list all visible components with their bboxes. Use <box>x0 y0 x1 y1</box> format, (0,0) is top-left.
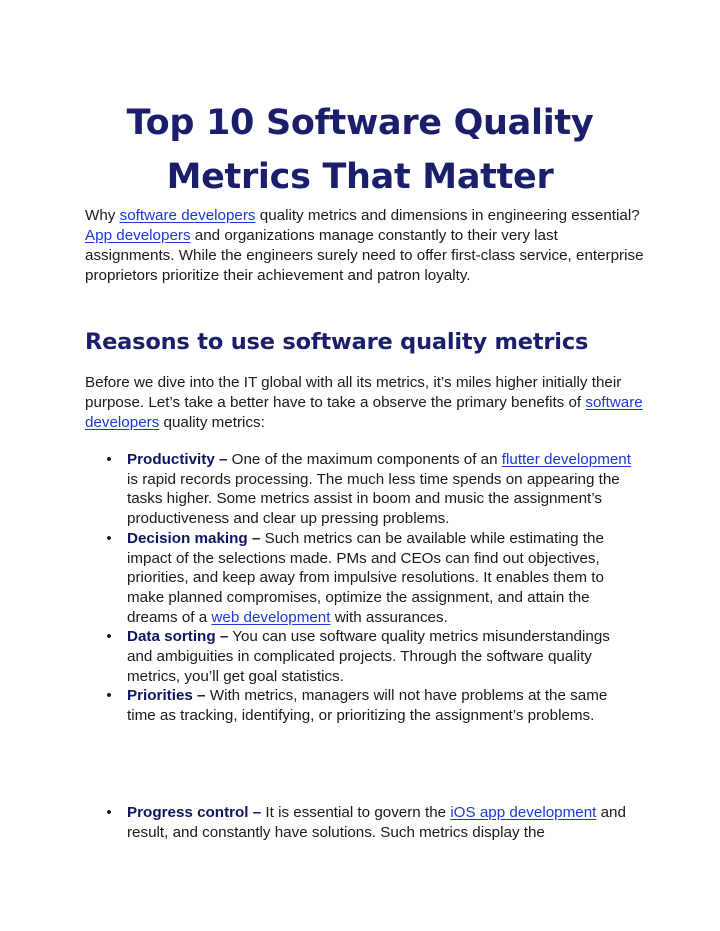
list-item-priorities <box>0 686 637 725</box>
item-text: It is essential to govern the <box>261 804 451 821</box>
bullet-icon: • <box>106 529 112 547</box>
title-line-1: Top 10 Software Quality <box>126 103 594 143</box>
item-text: is rapid records processing. The much less time spends on appearing the tasks higher. Some metrics assist in boom and music the assignment’s productiveness and clear up pressing problems. <box>127 470 620 528</box>
item-text: Such metrics can be available while estimating the impact of the selections made. PMs and CEOs can find out objectives, priorities, and keep away from impulsive resolutions. It enables them to make planned compromises, optimize the assignment, and attain the dreams of a <box>127 529 604 626</box>
intro-text-2: quality metrics and dimensions in engineering essential? <box>255 207 640 224</box>
bullet-icon: • <box>106 628 112 646</box>
software-developers-link[interactable]: software developers <box>119 207 256 224</box>
page-title <box>60 96 660 204</box>
item-text: and result, and constantly have solutions. Such metrics display the <box>127 804 626 841</box>
item-text: One of the maximum components of an <box>227 451 502 468</box>
intro-text-1: Why <box>85 207 120 224</box>
item-text: With metrics, managers will not have problems at the same time as tracking, identifying, or prioritizing the assignment’s problems. <box>127 687 608 725</box>
software-developers-link-2[interactable]: software developers <box>85 394 643 431</box>
para-text-1: Before we dive into the IT global with all its metrics, it’s miles higher initially their purpose. Let’s take a better have to take a observe the primary benefits of <box>85 374 622 411</box>
benefits-list <box>0 450 720 726</box>
section-heading: Reasons to use software quality metrics <box>85 329 589 355</box>
benefits-list-continued <box>0 803 720 842</box>
intro-text-3: and organizations manage constantly to their very last assignments. While the engineers surely need to offer first-class service, enterprise proprietors prioritize their achievement and patron loyalty. <box>85 227 644 284</box>
bullet-icon: • <box>106 804 112 821</box>
list-item-data-sorting <box>0 627 637 686</box>
bullet-icon: • <box>106 451 112 468</box>
item-text: You can use software quality metrics misunderstandings and ambiguities in complicated projects. Through the software quality metrics, you’ll get goal statistics. <box>127 628 610 685</box>
title-line-2: Metrics That Matter <box>166 157 554 197</box>
list-item-decision-making <box>0 529 637 628</box>
intro-paragraph <box>85 206 645 286</box>
item-title: Data sorting – <box>127 628 229 646</box>
item-title: Progress control – <box>127 804 262 821</box>
benefits-paragraph <box>85 373 645 433</box>
list-item-productivity <box>0 450 637 529</box>
bullet-icon: • <box>106 687 112 705</box>
app-developers-link[interactable]: App developers <box>85 227 191 244</box>
para-text-2: quality metrics: <box>159 414 265 431</box>
web-development-link[interactable]: web development <box>211 608 331 626</box>
item-text: with assurances. <box>330 608 448 626</box>
item-title: Decision making – <box>127 529 261 547</box>
item-title: Productivity – <box>127 451 228 468</box>
list-item-progress-control <box>0 803 637 842</box>
item-title: Priorities – <box>127 687 206 705</box>
flutter-development-link[interactable]: flutter development <box>501 451 631 468</box>
ios-app-development-link[interactable]: iOS app development <box>450 804 597 821</box>
